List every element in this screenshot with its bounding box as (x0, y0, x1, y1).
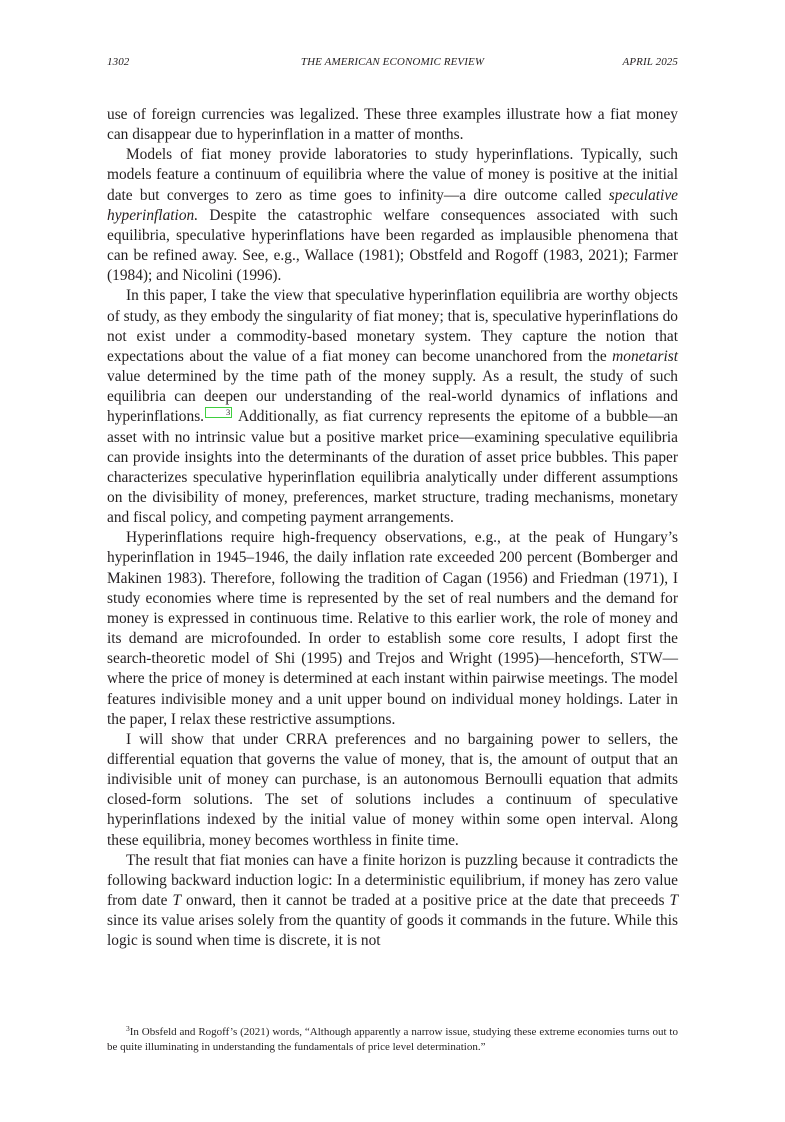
paragraph-text: since its value arises solely from the quantity of goods it commands in the future. While this logic is sound when time is discrete, it is not (107, 912, 678, 950)
paragraph-finite-horizon (107, 851, 678, 952)
paragraph-text: onward, then it cannot be traded at a positive price at the date that preceeds (181, 892, 670, 910)
math-symbol: T (172, 892, 182, 910)
paragraph-text: Hyperinflations require high-frequency observations, e.g., at the peak of Hungary’s hyperinflation in 1945–1946, the daily inflation rate exceeded 200 percent (Bomberger and Makinen 1983). Therefore, following the tradition of Cagan (1956) and Friedman (1971), I study economies where time is represented by the set of real numbers and the demand for money is expressed in continuous time. Relative to this earlier work, the role of money and its demand are microfounded. In order to establish some core results, I adopt first the search-theoretic model of Shi (1995) and Trejos and Wright (1995)—henceforth, STW—where the price of money is determined at each instant within pairwise meetings. The model features indivisible money and a unit upper bound on individual money holdings. Later in the paper, I relax these restrictive assumptions. (107, 529, 678, 728)
footnote-marker: 3 (126, 1024, 130, 1033)
emphasis-term: speculative hyperinflation. (107, 186, 678, 224)
paragraph-text: Models of fiat money provide laboratories to study hyperinflations. Typically, such models feature a continuum of equilibria where the value of money is positive at the initial date but converges to zero as time goes to infinity—a dire outcome called (107, 146, 678, 204)
math-symbol: T (669, 892, 678, 910)
paragraph-text: value determined by the time path of the money supply. As a result, the study of such equilibria can deepen our understanding of the real-world dynamics of inflations and hyperinflations. (107, 368, 678, 426)
paragraph-text: The result that fiat monies can have a finite horizon is puzzling because it contradicts the following backward induction logic: In a deterministic equilibrium, if money has zero value from date (107, 851, 678, 910)
footnote-text: In Obsfeld and Rogoff’s (2021) words, “Although apparently a narrow issue, studying these extreme economies turns out to be quite illuminating in understanding the fundamentals of price level determination.” (107, 1026, 678, 1053)
paragraph-continued (107, 105, 678, 145)
paragraph-text: Despite the catastrophic welfare consequences associated with such equilibria, speculative hyperinflations have been regarded as implausible phenomena that can be refined away. See, e.g., Wallace (1981); Obstfeld and Rogoff (1983, 2021); Farmer (1984); and Nicolini (1996). (107, 206, 678, 285)
paragraph-models-of-fiat-money (107, 145, 678, 286)
footnote (107, 1025, 678, 1055)
footnote-reference-link[interactable]: 3 (205, 407, 232, 418)
journal-page (107, 0, 678, 1122)
paragraph-view-of-paper (107, 286, 678, 528)
emphasis-term: monetarist (612, 347, 678, 365)
running-header (107, 56, 678, 72)
journal-title: THE AMERICAN ECONOMIC REVIEW (300, 56, 485, 68)
paragraph-text: use of foreign currencies was legalized. These three examples illustrate how a fiat money can disappear due to hyperinflation in a matter of months. (107, 106, 678, 144)
paragraph-text: I will show that under CRRA preferences and no bargaining power to sellers, the differential equation that governs the value of money, that is, the amount of output that an indivisible unit of money can purchase, is an autonomous Bernoulli equation that admits closed-form solutions. The set of solutions includes a continuum of speculative hyperinflations indexed by the initial value of money within some open interval. Along these equilibria, money becomes worthless in finite time. (107, 730, 678, 849)
paragraph-text: Additionally, as fiat currency represents the epitome of a bubble—an asset with no intrinsic value but a positive market price—examining speculative equilibria can provide insights into the determinants of the duration of asset price bubbles. This paper characterizes speculative hyperinflation equilibria analytically under different assumptions on the divisibility of money, preferences, market structure, trading mechanisms, monetary and fiscal policy, and competing payment arrangements. (107, 408, 678, 527)
paragraph-high-frequency (107, 528, 678, 730)
paragraph-crra-preferences (107, 730, 678, 851)
paragraph-text: In this paper, I take the view that speculative hyperinflation equilibria are worthy objects of study, as they embody the singularity of fiat money; that is, speculative hyperinflations do not exist under a commodity-based monetary system. They capture the notion that expectations about the value of a fiat money can become unanchored from the (107, 287, 678, 365)
page-number: 1302 (107, 56, 130, 68)
body-text (107, 105, 678, 952)
issue-date: APRIL 2025 (622, 56, 678, 68)
